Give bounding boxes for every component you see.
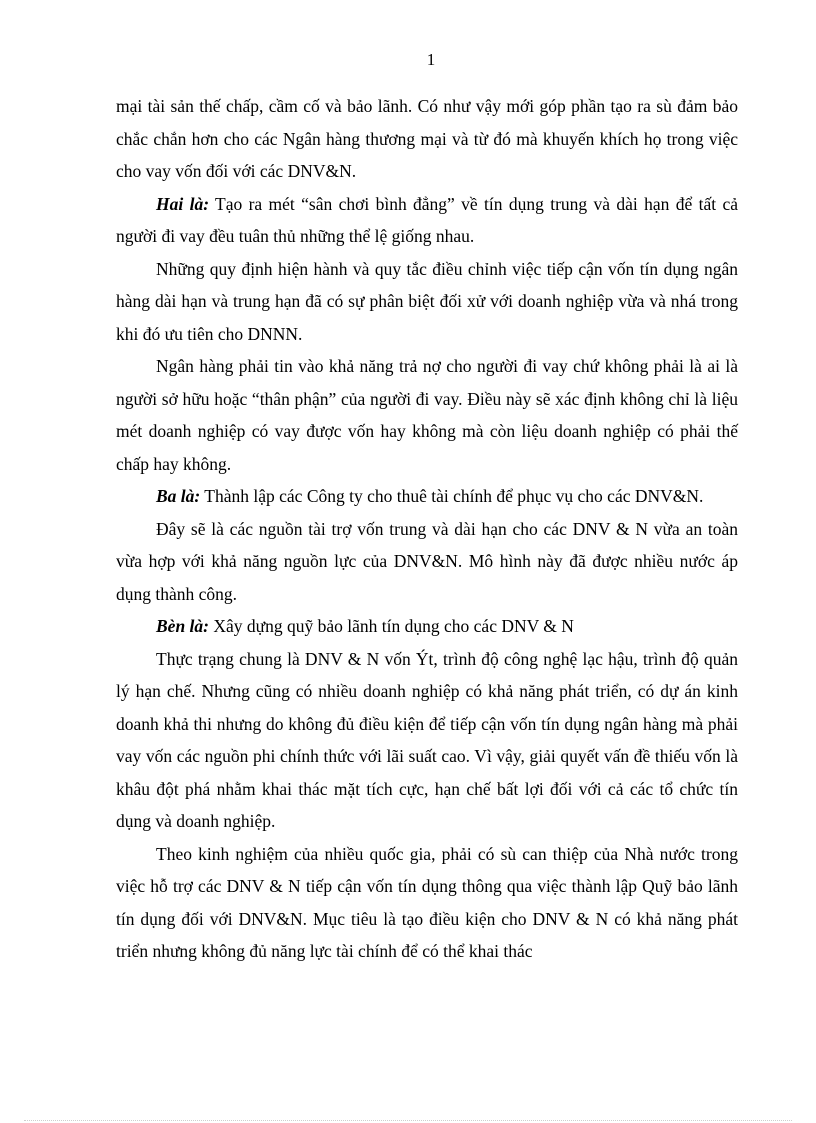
paragraph-9 [116,838,738,968]
paragraph-text: Thực trạng chung là DNV & N vốn Ýt, trình độ công nghệ lạc hậu, trình độ quản lý hạn chế. Nhưng cũng có nhiều doanh nghiệp có khả năng phát triển, có dự án kinh doanh khả thi nhưng do không đủ điều kiện để tiếp cận vốn tín dụng ngân hàng mà phải vay vốn các nguồn phi chính thức với lãi suất cao. Vì vậy, giải quyết vấn đề thiếu vốn là khâu đột phá nhằm khai thác mặt tích cực, hạn chế bất lợi đối với cả các tổ chức tín dụng và doanh nghiệp. [116,648,738,831]
paragraph-1 [116,90,738,188]
paragraph-text: Những quy định hiện hành và quy tắc điều chỉnh việc tiếp cận vốn tín dụng ngân hàng dài hạn và trung hạn đã có sự phân biệt đối xử với doanh nghiệp vừa và nhá trong khi đó ưu tiên cho DNNN. [116,258,738,344]
paragraph-text: Xây dựng quỹ bảo lãnh tín dụng cho các DNV & N [209,616,574,636]
paragraph-4 [116,350,738,480]
paragraph-6 [116,513,738,611]
page-bottom-divider [24,1120,792,1121]
paragraph-5 [116,480,738,513]
page-number: 1 [426,50,436,69]
paragraph-text: mại tài sản thế chấp, cầm cố và bảo lãnh. Có như vậy mới góp phần tạo ra sù đảm bảo chắc chắn hơn cho các Ngân hàng thương mại và từ đó mà khuyến khích họ trong việc cho vay vốn đối với các DNV&N. [116,96,738,181]
paragraph-text: Ngân hàng phải tin vào khả năng trả nợ cho người đi vay chứ không phải là ai là người sở hữu hoặc “thân phận” của người đi vay. Điều này sẽ xác định không chỉ là liệu mét doanh nghiệp có vay được vốn hay không mà còn liệu doanh nghiệp có phải thế chấp hay không. [116,356,738,474]
paragraph-3 [116,253,738,351]
paragraph-2 [116,188,738,253]
paragraph-lead: Hai là: [156,193,210,214]
paragraph-text: Theo kinh nghiệm của nhiều quốc gia, phải có sù can thiệp của Nhà nước trong việc hỗ trợ các DNV & N tiếp cận vốn tín dụng thông qua việc thành lập Quỹ bảo lãnh tín dụng đối với DNV&N. Mục tiêu là tạo điều kiện cho DNV & N có khả năng phát triển nhưng không đủ năng lực tài chính để có thể khai thác [116,843,738,961]
paragraph-lead: Ba là: [156,486,201,506]
paragraph-text: Tạo ra mét “sân chơi bình đẳng” về tín dụng trung và dài hạn để tất cả người đi vay đều tuân thủ những thể lệ giống nhau. [116,193,738,246]
paragraph-text: Đây sẽ là các nguồn tài trợ vốn trung và dài hạn cho các DNV & N vừa an toàn vừa hợp với khả năng nguồn lực của DNV&N. Mô hình này đã được nhiều nước áp dụng thành công. [116,518,738,604]
paragraph-8 [116,643,738,838]
paragraph-lead: Bèn là: [156,616,209,636]
paragraph-7 [116,610,738,643]
paragraph-text: Thành lập các Công ty cho thuê tài chính để phục vụ cho các DNV&N. [200,486,704,506]
document-body [116,90,738,968]
